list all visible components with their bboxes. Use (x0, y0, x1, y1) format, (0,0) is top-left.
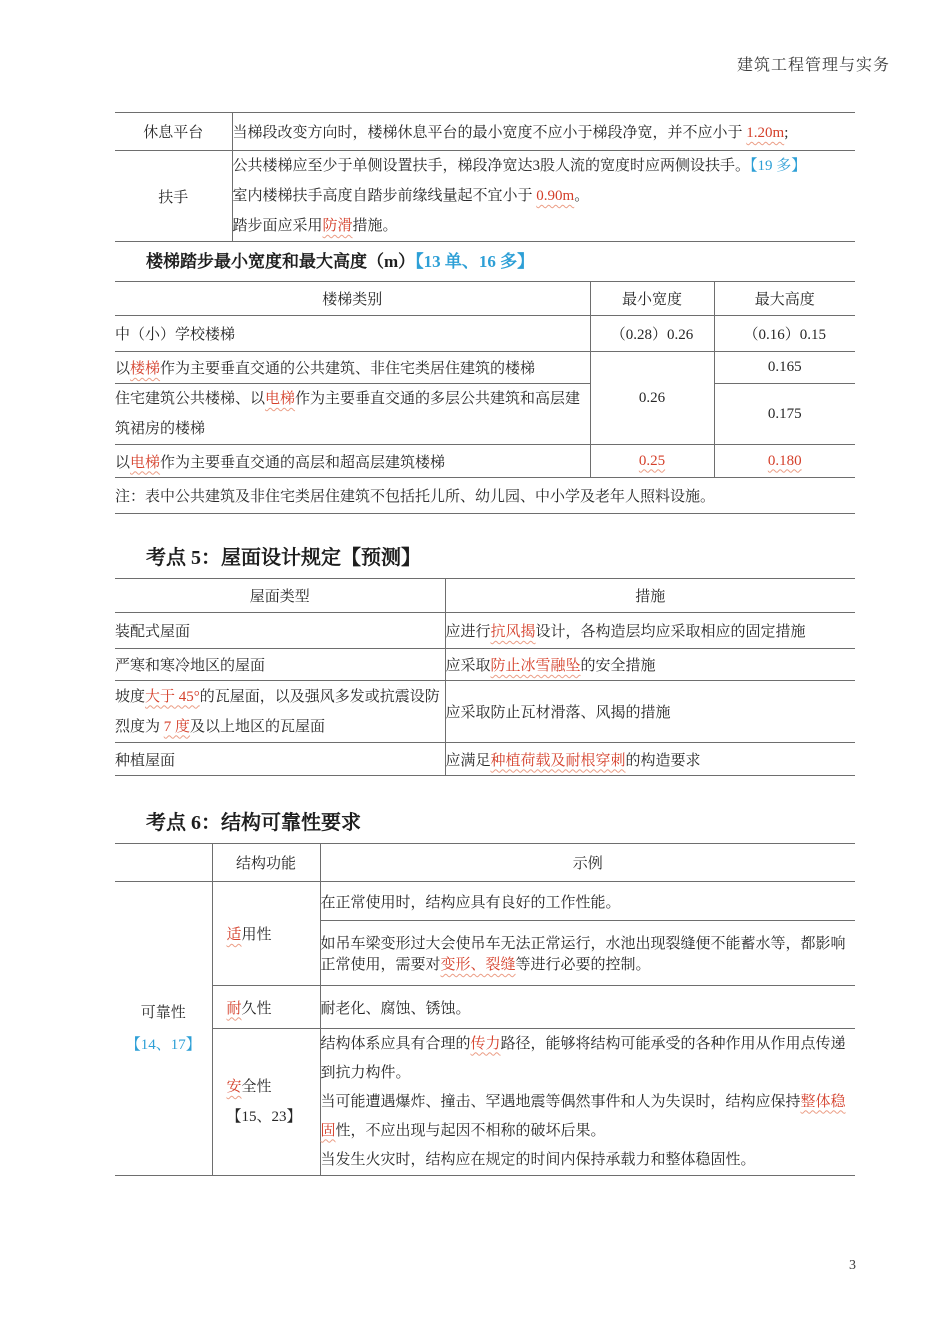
cell-prefab-measure: 应进行抗风揭设计，各构造层均应采取相应的固定措施 (445, 613, 855, 649)
cell-safety-label (212, 1029, 320, 1176)
cell-public-max: 0.165 (714, 352, 855, 384)
table-row (115, 1029, 855, 1176)
cell-green-roof-measure: 应满足种植荷载及耐根穿刺的构造要求 (445, 743, 855, 776)
table-note-row (115, 478, 855, 514)
cell-residential-max: 0.175 (714, 384, 855, 445)
col-header-measure: 措施 (445, 579, 855, 613)
col-header-example: 示例 (320, 844, 855, 882)
reliability-exam-ref: 【14、17】 (125, 1036, 201, 1053)
col-header-roof-type: 屋面类型 (249, 589, 310, 605)
tread-table-title: 楼梯踏步最小宽度和最大高度（m）【13 单、16 多】 (146, 252, 535, 271)
roof-design-table (115, 578, 855, 776)
table-row (115, 681, 855, 743)
cell-durability-label: 耐久性 (212, 986, 320, 1029)
cell-school-stairs: 中（小）学校楼梯 (115, 327, 236, 343)
cell-tile-roof: 坡度大于 45°的瓦屋面，以及强风多发或抗震设防烈度为 7 度及以上地区的瓦屋面 (115, 688, 440, 735)
table-row (115, 613, 855, 649)
table-row (115, 113, 855, 151)
table-row (115, 445, 855, 478)
safety-example-1: 结构体系应具有合理的传力路径，能够将结构可能承受的各种作用从作用点传递到抗力构件。 (320, 1035, 846, 1081)
col-header-empty (115, 844, 212, 882)
section-6-heading: 考点 6：结构可靠性要求 (146, 812, 361, 834)
cell-highrise-max: 0.180 (714, 445, 855, 478)
cell-serviceability-example-2: 如吊车梁变形过大会使吊车无法正常运行，水池出现裂缝便不能蓄水等，都影响正常使用，需要对变形、裂缝等进行必要的控制。 (320, 921, 855, 986)
cell-cold-region-roof: 严寒和寒冷地区的屋面 (115, 658, 266, 674)
table-row (115, 882, 855, 921)
cell-rest-platform-text: 当梯段改变方向时，楼梯休息平台的最小宽度不应小于梯段净宽，并不应小于 1.20m; (232, 113, 855, 151)
table-row (115, 743, 855, 776)
cell-prefab-roof: 装配式屋面 (115, 624, 191, 640)
safety-example-3: 当发生火灾时，结构应在规定的时间内保持承载力和整体稳固性。 (320, 1151, 756, 1168)
cell-residential-stairs: 住宅建筑公共楼梯、以电梯作为主要垂直交通的多层公共建筑和高层建筑裙房的楼梯 (115, 391, 581, 437)
safety-exam-ref: 【15、23】 (226, 1109, 302, 1125)
table-row (115, 384, 855, 445)
page-number: 3 (849, 1258, 856, 1273)
table-header-row (115, 579, 855, 613)
col-header-stair-type: 楼梯类别 (322, 292, 383, 308)
safety-label: 安全性 (226, 1079, 272, 1095)
cell-cold-region-measure: 应采取防止冰雪融坠的安全措施 (445, 649, 855, 681)
cell-durability-example: 耐老化、腐蚀、锈蚀。 (320, 986, 855, 1029)
handrail-line-3: 踏步面应采用防滑措施。 (232, 218, 398, 234)
structural-reliability-table (115, 843, 855, 1176)
cell-serviceability-label: 适用性 (212, 882, 320, 986)
section-5-heading: 考点 5：屋面设计规定【预测】 (146, 547, 421, 569)
stair-components-table (115, 112, 855, 242)
cell-public-stairs: 以楼梯作为主要垂直交通的公共建筑、非住宅类居住建筑的楼梯 (115, 361, 536, 377)
col-header-structure-function: 结构功能 (212, 844, 320, 882)
col-header-min-width: 最小宽度 (590, 282, 714, 316)
safety-example-2: 当可能遭遇爆炸、撞击、罕遇地震等偶然事件和人为失误时，结构应保持整体稳固性，不应出现与起因不相称的破坏后果。 (320, 1093, 846, 1139)
table-header-row (115, 282, 855, 316)
col-header-max-height: 最大高度 (714, 282, 855, 316)
cell-rest-platform-label: 休息平台 (143, 125, 204, 141)
cell-handrail-label: 扶手 (158, 189, 189, 206)
table-note: 注：表中公共建筑及非住宅类居住建筑不包括托儿所、幼儿园、中小学及老年人照料设施。 (115, 489, 716, 505)
page-header-title: 建筑工程管理与实务 (736, 57, 890, 74)
table-row (115, 352, 855, 384)
table-row (115, 649, 855, 681)
cell-serviceability-example-1: 在正常使用时，结构应具有良好的工作性能。 (320, 882, 855, 921)
stair-tread-table (115, 281, 855, 514)
reliability-label: 可靠性 (140, 1004, 186, 1021)
cell-reliability-group (115, 882, 212, 1176)
handrail-line-1: 公共楼梯应至少于单侧设置扶手，梯段净宽达3股人流的宽度时应两侧设扶手。【19 多】 (232, 158, 807, 174)
cell-highrise-stairs: 以电梯作为主要垂直交通的高层和超高层建筑楼梯 (115, 454, 446, 471)
cell-highrise-min: 0.25 (590, 445, 714, 478)
handrail-line-2: 室内楼梯扶手高度自踏步前缘线量起不宜小于 0.90m。 (232, 188, 590, 204)
cell-safety-example (320, 1029, 855, 1176)
cell-tile-roof-measure: 应采取防止瓦材滑落、风揭的措施 (445, 681, 855, 743)
table-header-row (115, 844, 855, 882)
table-row (115, 986, 855, 1029)
table-row (115, 316, 855, 352)
cell-green-roof: 种植屋面 (115, 752, 176, 769)
cell-school-max: （0.16）0.15 (714, 316, 855, 352)
cell-school-min: （0.28）0.26 (590, 316, 714, 352)
cell-handrail-text (232, 151, 855, 242)
cell-shared-min: 0.26 (590, 352, 714, 445)
table-row (115, 151, 855, 242)
